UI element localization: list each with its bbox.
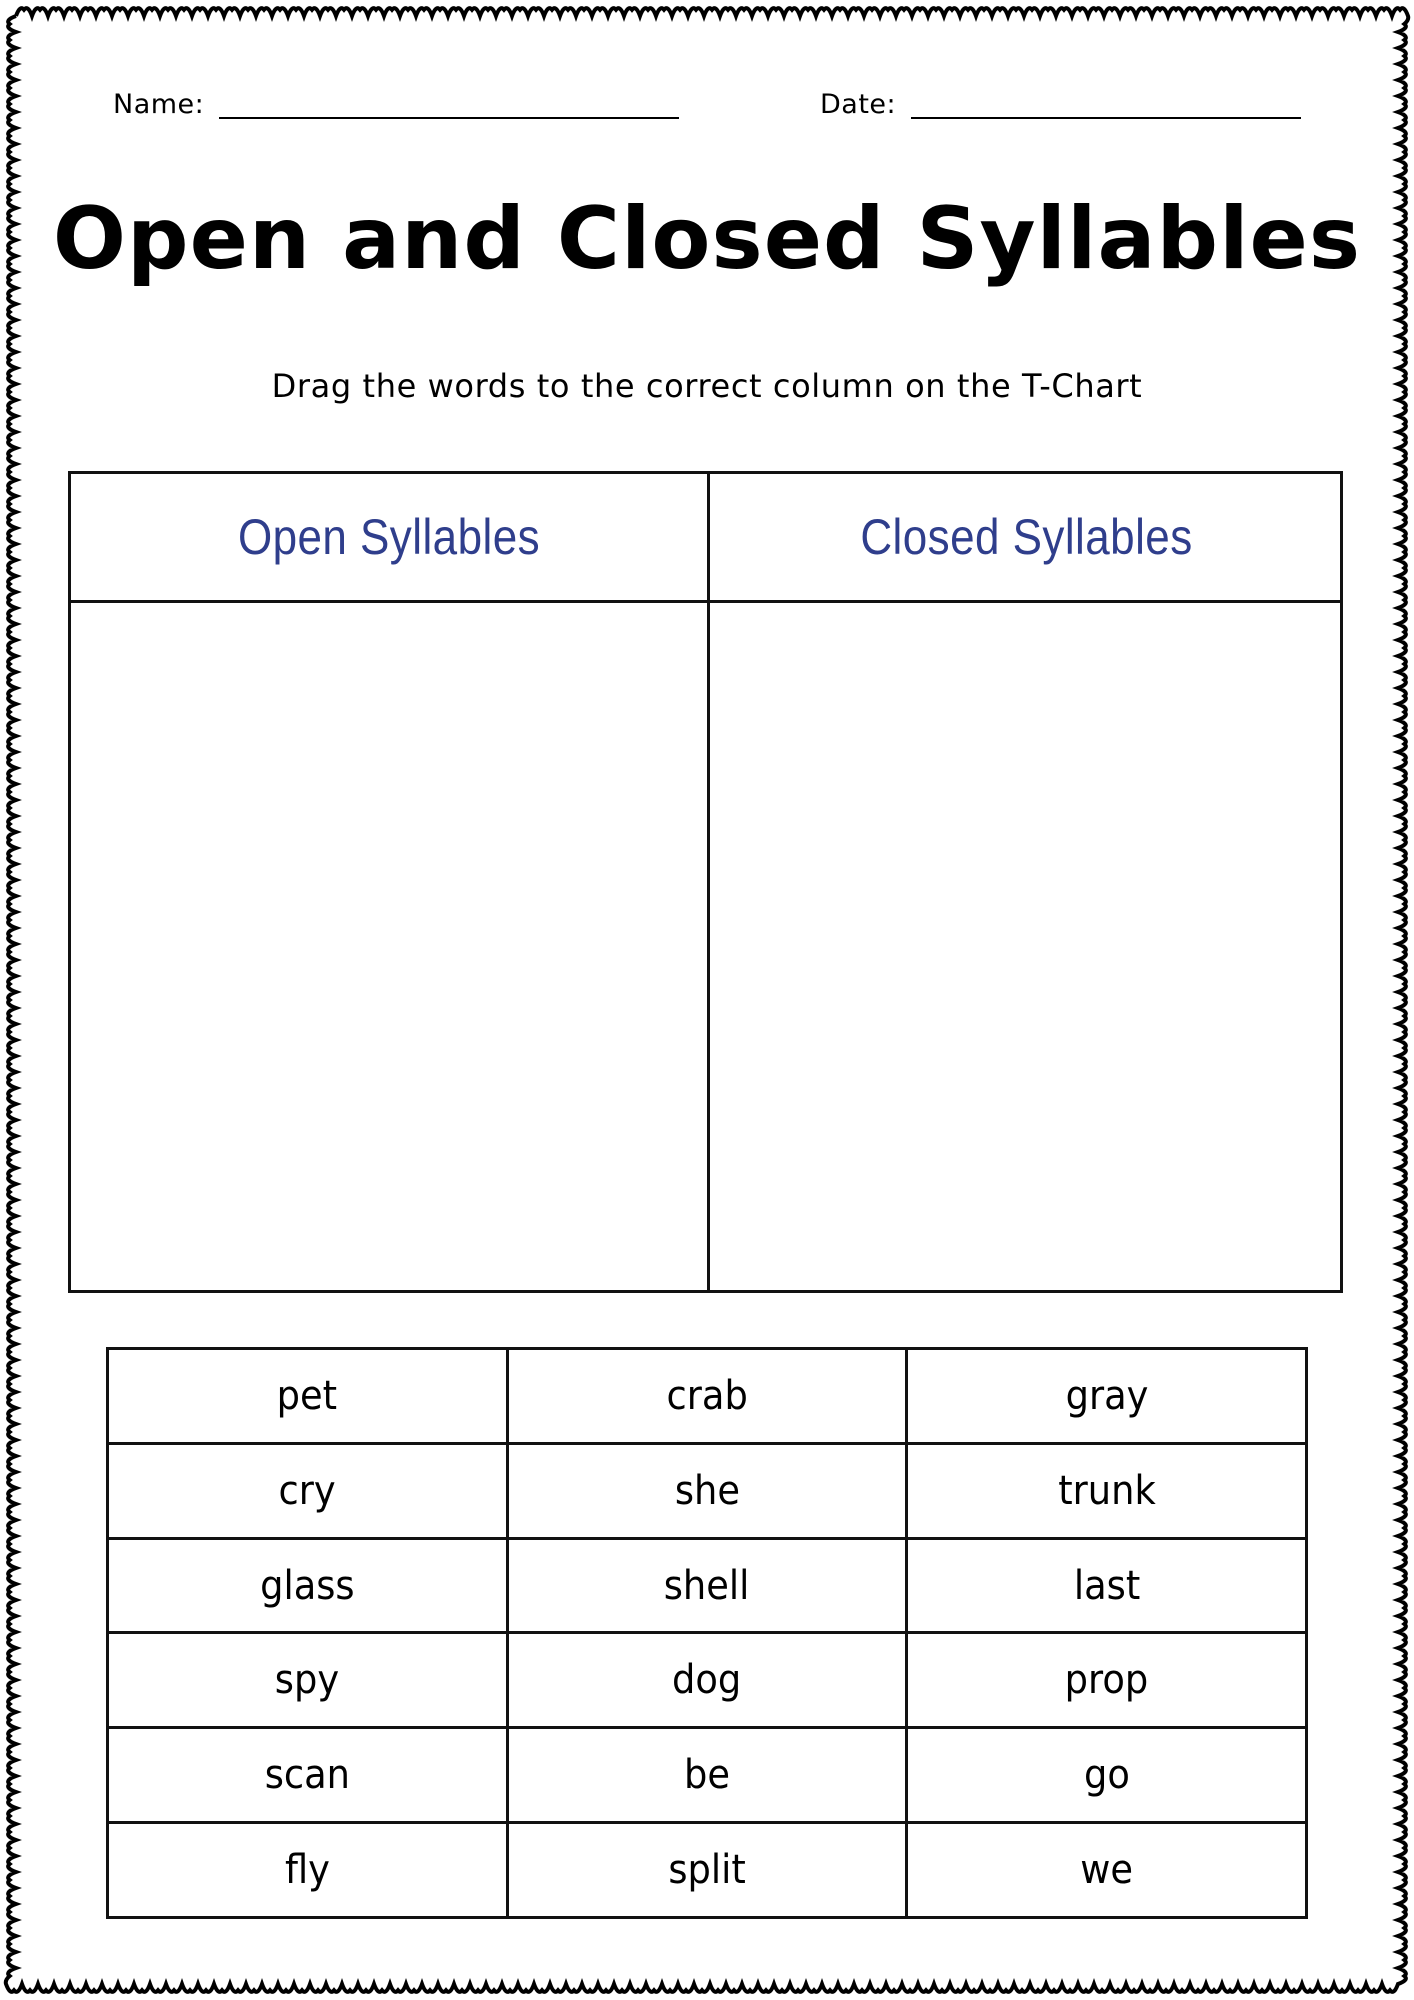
word-text: scan — [264, 1752, 350, 1799]
word-row — [108, 1443, 1307, 1538]
open-syllables-drop-zone[interactable] — [71, 603, 707, 1290]
word-row — [108, 1349, 1307, 1444]
word-card[interactable] — [907, 1823, 1307, 1918]
word-text: glass — [260, 1562, 355, 1609]
word-text: we — [1080, 1847, 1134, 1894]
word-text: last — [1073, 1562, 1140, 1609]
word-text: gray — [1065, 1372, 1149, 1419]
name-label: Name: — [113, 89, 205, 120]
word-text: fly — [284, 1847, 330, 1894]
word-row — [108, 1728, 1307, 1823]
word-text: spy — [275, 1657, 340, 1704]
word-text: split — [668, 1847, 746, 1894]
closed-syllables-heading: Closed Syllables — [860, 509, 1193, 565]
word-card[interactable] — [907, 1633, 1307, 1728]
word-text: dog — [672, 1657, 742, 1704]
word-text: crab — [666, 1372, 748, 1419]
page-title: Open and Closed Syllables — [52, 189, 1362, 289]
word-card[interactable] — [507, 1538, 907, 1633]
word-text: cry — [278, 1467, 336, 1514]
word-bank — [106, 1347, 1308, 1919]
word-text: shell — [664, 1562, 750, 1609]
word-card[interactable] — [507, 1633, 907, 1728]
closed-syllables-drop-zone[interactable] — [710, 603, 1340, 1290]
word-row — [108, 1823, 1307, 1918]
word-card[interactable] — [108, 1823, 508, 1918]
word-card[interactable] — [907, 1728, 1307, 1823]
open-syllables-heading: Open Syllables — [237, 509, 541, 565]
word-text: go — [1083, 1752, 1130, 1799]
word-card[interactable] — [507, 1443, 907, 1538]
word-card[interactable] — [907, 1349, 1307, 1444]
date-input-line[interactable] — [911, 117, 1301, 119]
word-row — [108, 1538, 1307, 1633]
word-card[interactable] — [907, 1443, 1307, 1538]
word-card[interactable] — [907, 1538, 1307, 1633]
word-card[interactable] — [108, 1728, 508, 1823]
word-card[interactable] — [108, 1443, 508, 1538]
word-card[interactable] — [507, 1349, 907, 1444]
t-chart — [68, 471, 1343, 1293]
word-card[interactable] — [108, 1538, 508, 1633]
word-card[interactable] — [507, 1728, 907, 1823]
word-text: she — [674, 1467, 740, 1514]
word-text: trunk — [1057, 1467, 1156, 1514]
word-card[interactable] — [507, 1823, 907, 1918]
word-text: be — [683, 1752, 730, 1799]
name-input-line[interactable] — [219, 117, 679, 119]
word-row — [108, 1633, 1307, 1728]
instructions: Drag the words to the correct column on the T-Chart — [271, 367, 1143, 405]
word-card[interactable] — [108, 1633, 508, 1728]
date-label: Date: — [820, 89, 897, 120]
word-text: prop — [1064, 1657, 1149, 1704]
word-text: pet — [277, 1372, 338, 1419]
word-card[interactable] — [108, 1349, 508, 1444]
